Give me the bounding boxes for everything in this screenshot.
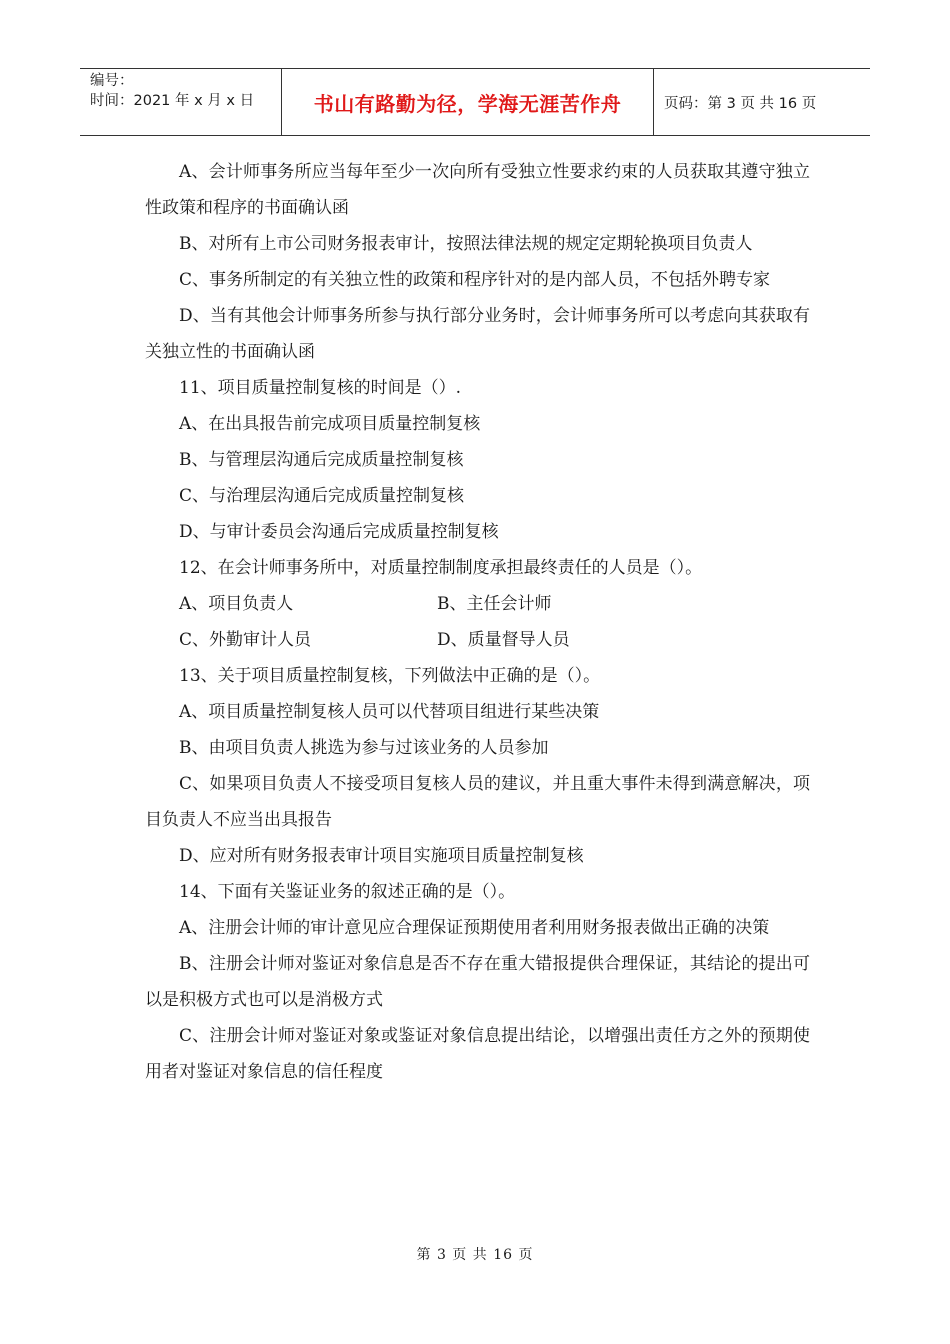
paragraph: A、在出具报告前完成项目质量控制复核	[179, 414, 481, 434]
paragraph: C、与治理层沟通后完成质量控制复核	[179, 486, 465, 506]
question-14: 14、下面有关鉴证业务的叙述正确的是（）。	[179, 882, 516, 902]
paragraph: D、当有其他会计师事务所参与执行部分业务时，会计师事务所可以考虑向其获取有关独立性的书面确认函	[145, 306, 810, 362]
paragraph: A、会计师事务所应当每年至少一次向所有受独立性要求约束的人员获取其遵守独立性政策和程序的书面确认函	[145, 162, 810, 218]
paragraph: B、由项目负责人挑选为参与过该业务的人员参加	[179, 738, 549, 758]
question-13: 13、关于项目质量控制复核，下列做法中正确的是（）。	[179, 666, 601, 686]
paragraph: C、注册会计师对鉴证对象或鉴证对象信息提出结论，以增强出责任方之外的预期使用者对鉴证对象信息的信任程度	[145, 1026, 810, 1082]
option-c: C、外勤审计人员	[179, 630, 312, 650]
option-a: A、项目负责人	[179, 594, 294, 614]
paragraph: C、如果项目负责人不接受项目复核人员的建议，并且重大事件未得到满意解决，项目负责人不应当出具报告	[145, 774, 810, 830]
page-footer: 第 3 页 共 16 页	[416, 1247, 534, 1263]
paragraph: A、项目质量控制复核人员可以代替项目组进行某些决策	[179, 702, 600, 722]
option-b: B、主任会计师	[437, 594, 552, 614]
paragraph: B、注册会计师对鉴证对象信息是否不存在重大错报提供合理保证，其结论的提出可以是积极方式也可以是消极方式	[145, 954, 810, 1010]
paragraph: D、应对所有财务报表审计项目实施项目质量控制复核	[179, 846, 584, 866]
paragraph: B、对所有上市公司财务报表审计，按照法律法规的规定定期轮换项目负责人	[179, 234, 753, 254]
header-meta	[80, 69, 282, 135]
header-page-info: 页码：第 3 页 共 16 页	[664, 95, 817, 112]
document-body	[145, 154, 810, 1090]
question-12: 12、在会计师事务所中，对质量控制制度承担最终责任的人员是（）。	[179, 558, 703, 578]
paragraph: A、注册会计师的审计意见应合理保证预期使用者利用财务报表做出正确的决策	[179, 918, 770, 938]
option-d: D、质量督导人员	[437, 630, 570, 650]
option-row	[145, 586, 810, 622]
option-row	[145, 622, 810, 658]
document-number-label: 编号：	[90, 73, 134, 89]
question-11: 11、项目质量控制复核的时间是（）.	[179, 378, 462, 398]
page-header	[80, 68, 870, 136]
document-time-label: 时间：2021 年 x 月 x 日	[90, 93, 255, 109]
paragraph: C、事务所制定的有关独立性的政策和程序针对的是内部人员，不包括外聘专家	[179, 270, 771, 290]
header-motto: 书山有路勤为径，学海无涯苦作舟	[282, 69, 654, 135]
paragraph: B、与管理层沟通后完成质量控制复核	[179, 450, 464, 470]
paragraph: D、与审计委员会沟通后完成质量控制复核	[179, 522, 499, 542]
